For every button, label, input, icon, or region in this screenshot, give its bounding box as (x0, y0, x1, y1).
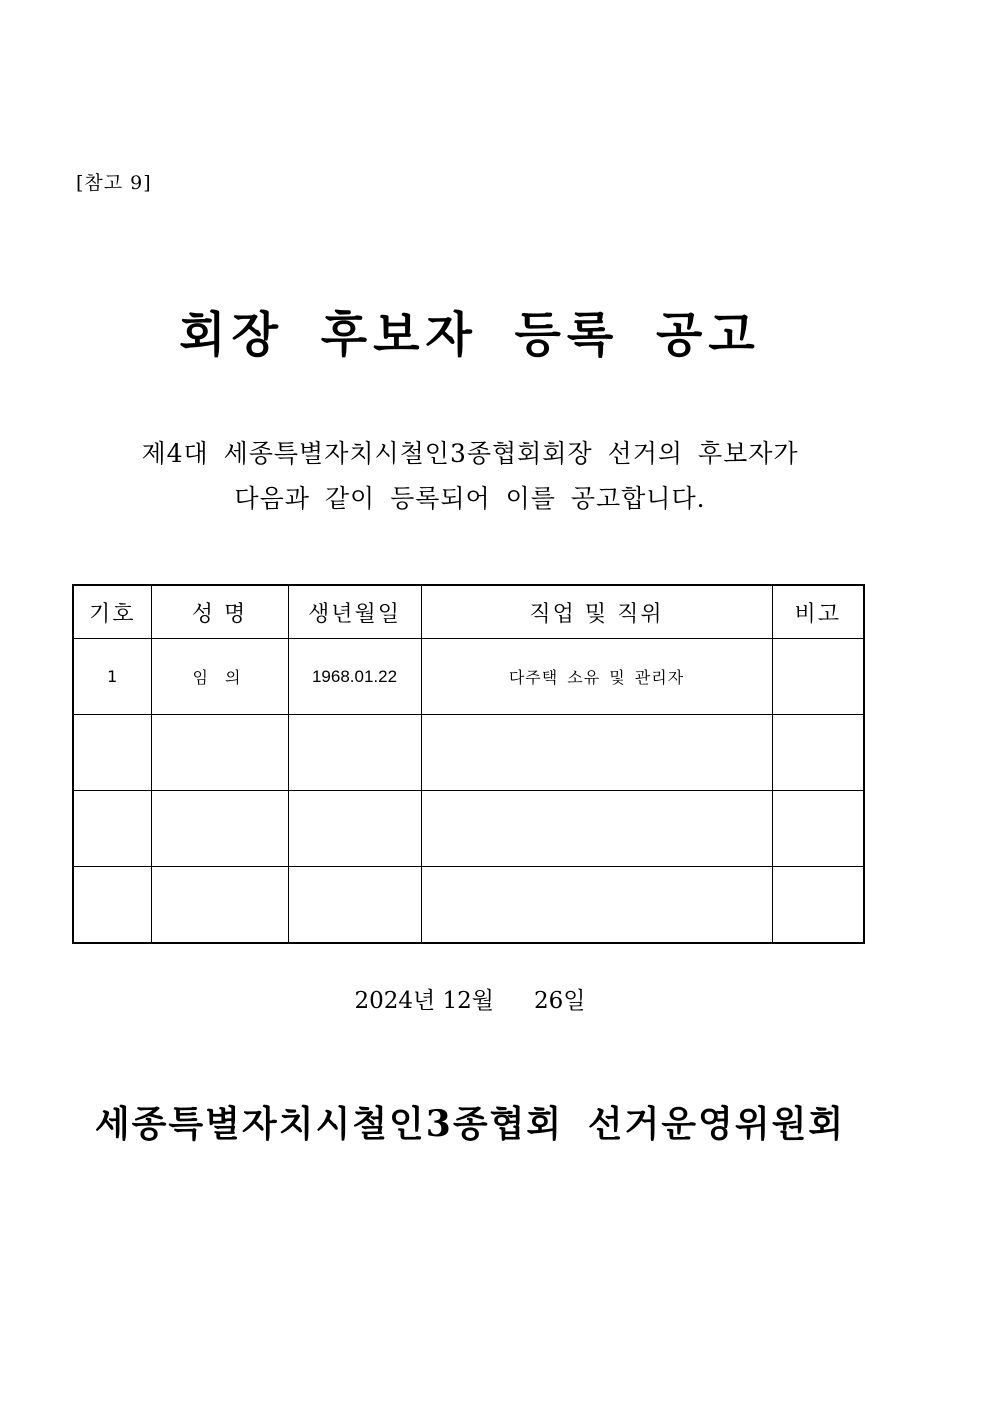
cell-number: 1 (73, 639, 151, 715)
cell-number (73, 791, 151, 867)
cell-number (73, 867, 151, 944)
document-title: 회장 후보자 등록 공고 (179, 307, 761, 363)
cell-name (151, 867, 288, 944)
cell-job (421, 715, 772, 791)
announcement-date (0, 982, 940, 1015)
table-row (73, 791, 864, 867)
table-row (73, 867, 864, 944)
cell-note (772, 639, 864, 715)
cell-note (772, 715, 864, 791)
table-header-row (73, 585, 864, 639)
cell-birth (288, 791, 421, 867)
intro-line-2: 다음과 같이 등록되어 이를 공고합니다. (234, 484, 706, 513)
candidate-table (72, 584, 865, 944)
header-birth: 생년월일 (288, 585, 421, 639)
table-row (73, 639, 864, 715)
header-name: 성 명 (151, 585, 288, 639)
cell-note (772, 791, 864, 867)
cell-number (73, 715, 151, 791)
cell-name (151, 791, 288, 867)
reference-label: [참고 9] (76, 172, 152, 194)
header-job: 직업 및 직위 (421, 585, 772, 639)
date-year-month: 2024년 12월 (354, 988, 495, 1014)
table-row (73, 715, 864, 791)
cell-name (151, 715, 288, 791)
cell-job: 다주택 소유 및 관리자 (421, 639, 772, 715)
date-day: 26일 (534, 988, 586, 1014)
cell-birth (288, 715, 421, 791)
cell-birth (288, 867, 421, 944)
header-number: 기호 (73, 585, 151, 639)
intro-line-1: 제4대 세종특별자치시철인3종협회회장 선거의 후보자가 (141, 439, 799, 468)
header-note: 비고 (772, 585, 864, 639)
cell-birth: 1968.01.22 (288, 639, 421, 715)
cell-name: 임 의 (151, 639, 288, 715)
cell-job (421, 867, 772, 944)
cell-note (772, 867, 864, 944)
organization-name: 세종특별자치시철인3종협회 선거운영위원회 (94, 1103, 846, 1145)
cell-job (421, 791, 772, 867)
